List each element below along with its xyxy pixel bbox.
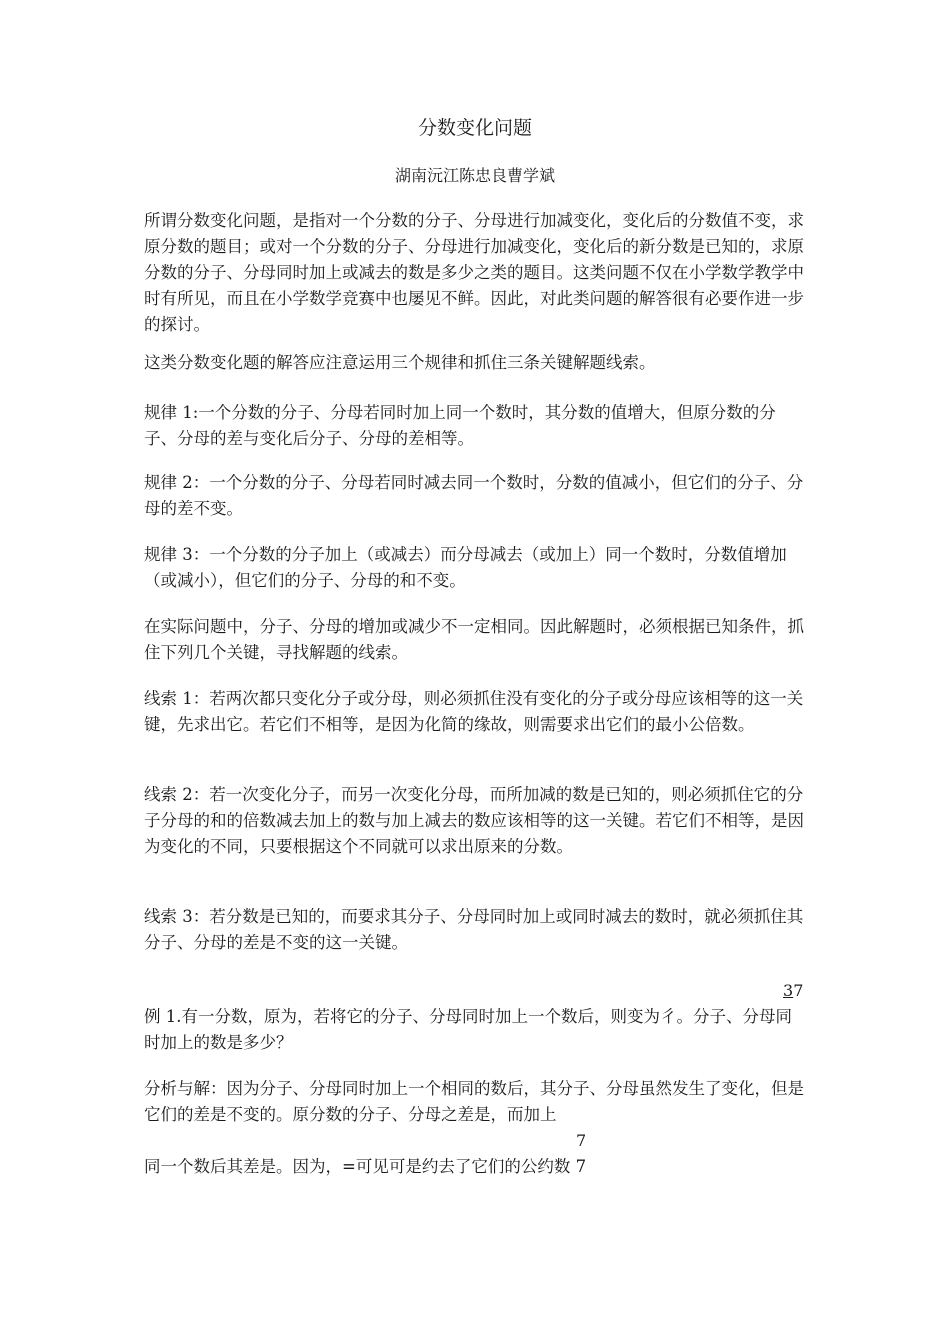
paragraph-rule-1: 规律 1:一个分数的分子、分母若同时加上同一个数时，其分数的值增大，但原分数的分子、分母的差与变化后分子、分母的差相等。 <box>144 403 776 448</box>
paragraph-clue-1: 线索 1：若两次都只变化分子或分母，则必须抓住没有变化的分子或分母应该相等的这一关键，先求出它。若它们不相等，是因为化简的缘故，则需要求出它们的最小公倍数。 <box>144 689 804 734</box>
paragraph-analysis: 分析与解：因为分子、分母同时加上一个相同的数后，其分子、分母虽然发生了变化，但是它们的差是不变的。原分数的分子、分母之差是，而加上 <box>144 1079 804 1124</box>
paragraph-analysis-cont: 同一个数后其差是。因为，=可见可是约去了它们的公约数 7 <box>144 1157 587 1176</box>
fraction-numerator: 3 <box>783 981 794 1000</box>
paragraph-clue-3: 线索 3：若分数是已知的，而要求其分子、分母同时加上或同时减去的数时，就必须抓住其分子、分母的差是不变的这一关键。 <box>144 907 804 952</box>
paragraph-intro: 所谓分数变化问题，是指对一个分数的分子、分母进行加减变化，变化后的分数值不变，求原分数的题目；或对一个分数的分子、分母进行加减变化，变化后的新分数是已知的，求原分数的分子、分母同时加上或减去的数是多少之类的题目。这类问题不仅在小学数学教学中时有所见，而且在小学数学竞赛中也屡见不鲜。因此，对此类问题的解答很有必要作进一步的探讨。 <box>144 211 804 334</box>
paragraph-clue-2: 线索 2：若一次变化分子，而另一次变化分母，而所加减的数是已知的，则必须抓住它的分子分母的和的倍数减去加上的数与加上减去的数应该相等的这一关键。若它们不相等，是因为变化的不同，只要根据这个不同就可以求出原来的分数。 <box>144 785 804 856</box>
fraction-denominator: 7 <box>793 981 804 1000</box>
document-author: 湖南沅江陈忠良曹学斌 <box>394 166 555 185</box>
paragraph-practice: 在实际问题中，分子、分母的增加或减少不一定相同。因此解题时，必须根据已知条件，抓住下列几个关键，寻找解题的线索。 <box>144 617 804 662</box>
paragraph-overview: 这类分数变化题的解答应注意运用三个规律和抓住三条关键解题线索。 <box>144 353 656 372</box>
paragraph-example-1: 例 1.有一分数，原为，若将它的分子、分母同时加上一个数后，则变为彳。分子、分母同时加上的数是多少？ <box>144 1007 792 1052</box>
fraction-annotation <box>783 981 803 1001</box>
paragraph-rule-3: 规律 3：一个分数的分子加上（或减去）而分母减去（或加上）同一个数时，分数值增加（或减小），但它们的分子、分母的和不变。 <box>144 545 787 590</box>
document-title: 分数变化问题 <box>417 117 532 139</box>
fraction-seven: 7 <box>576 1131 587 1150</box>
paragraph-rule-2: 规律 2：一个分数的分子、分母若同时减去同一个数时，分数的值减小，但它们的分子、分母的差不变。 <box>144 473 804 518</box>
